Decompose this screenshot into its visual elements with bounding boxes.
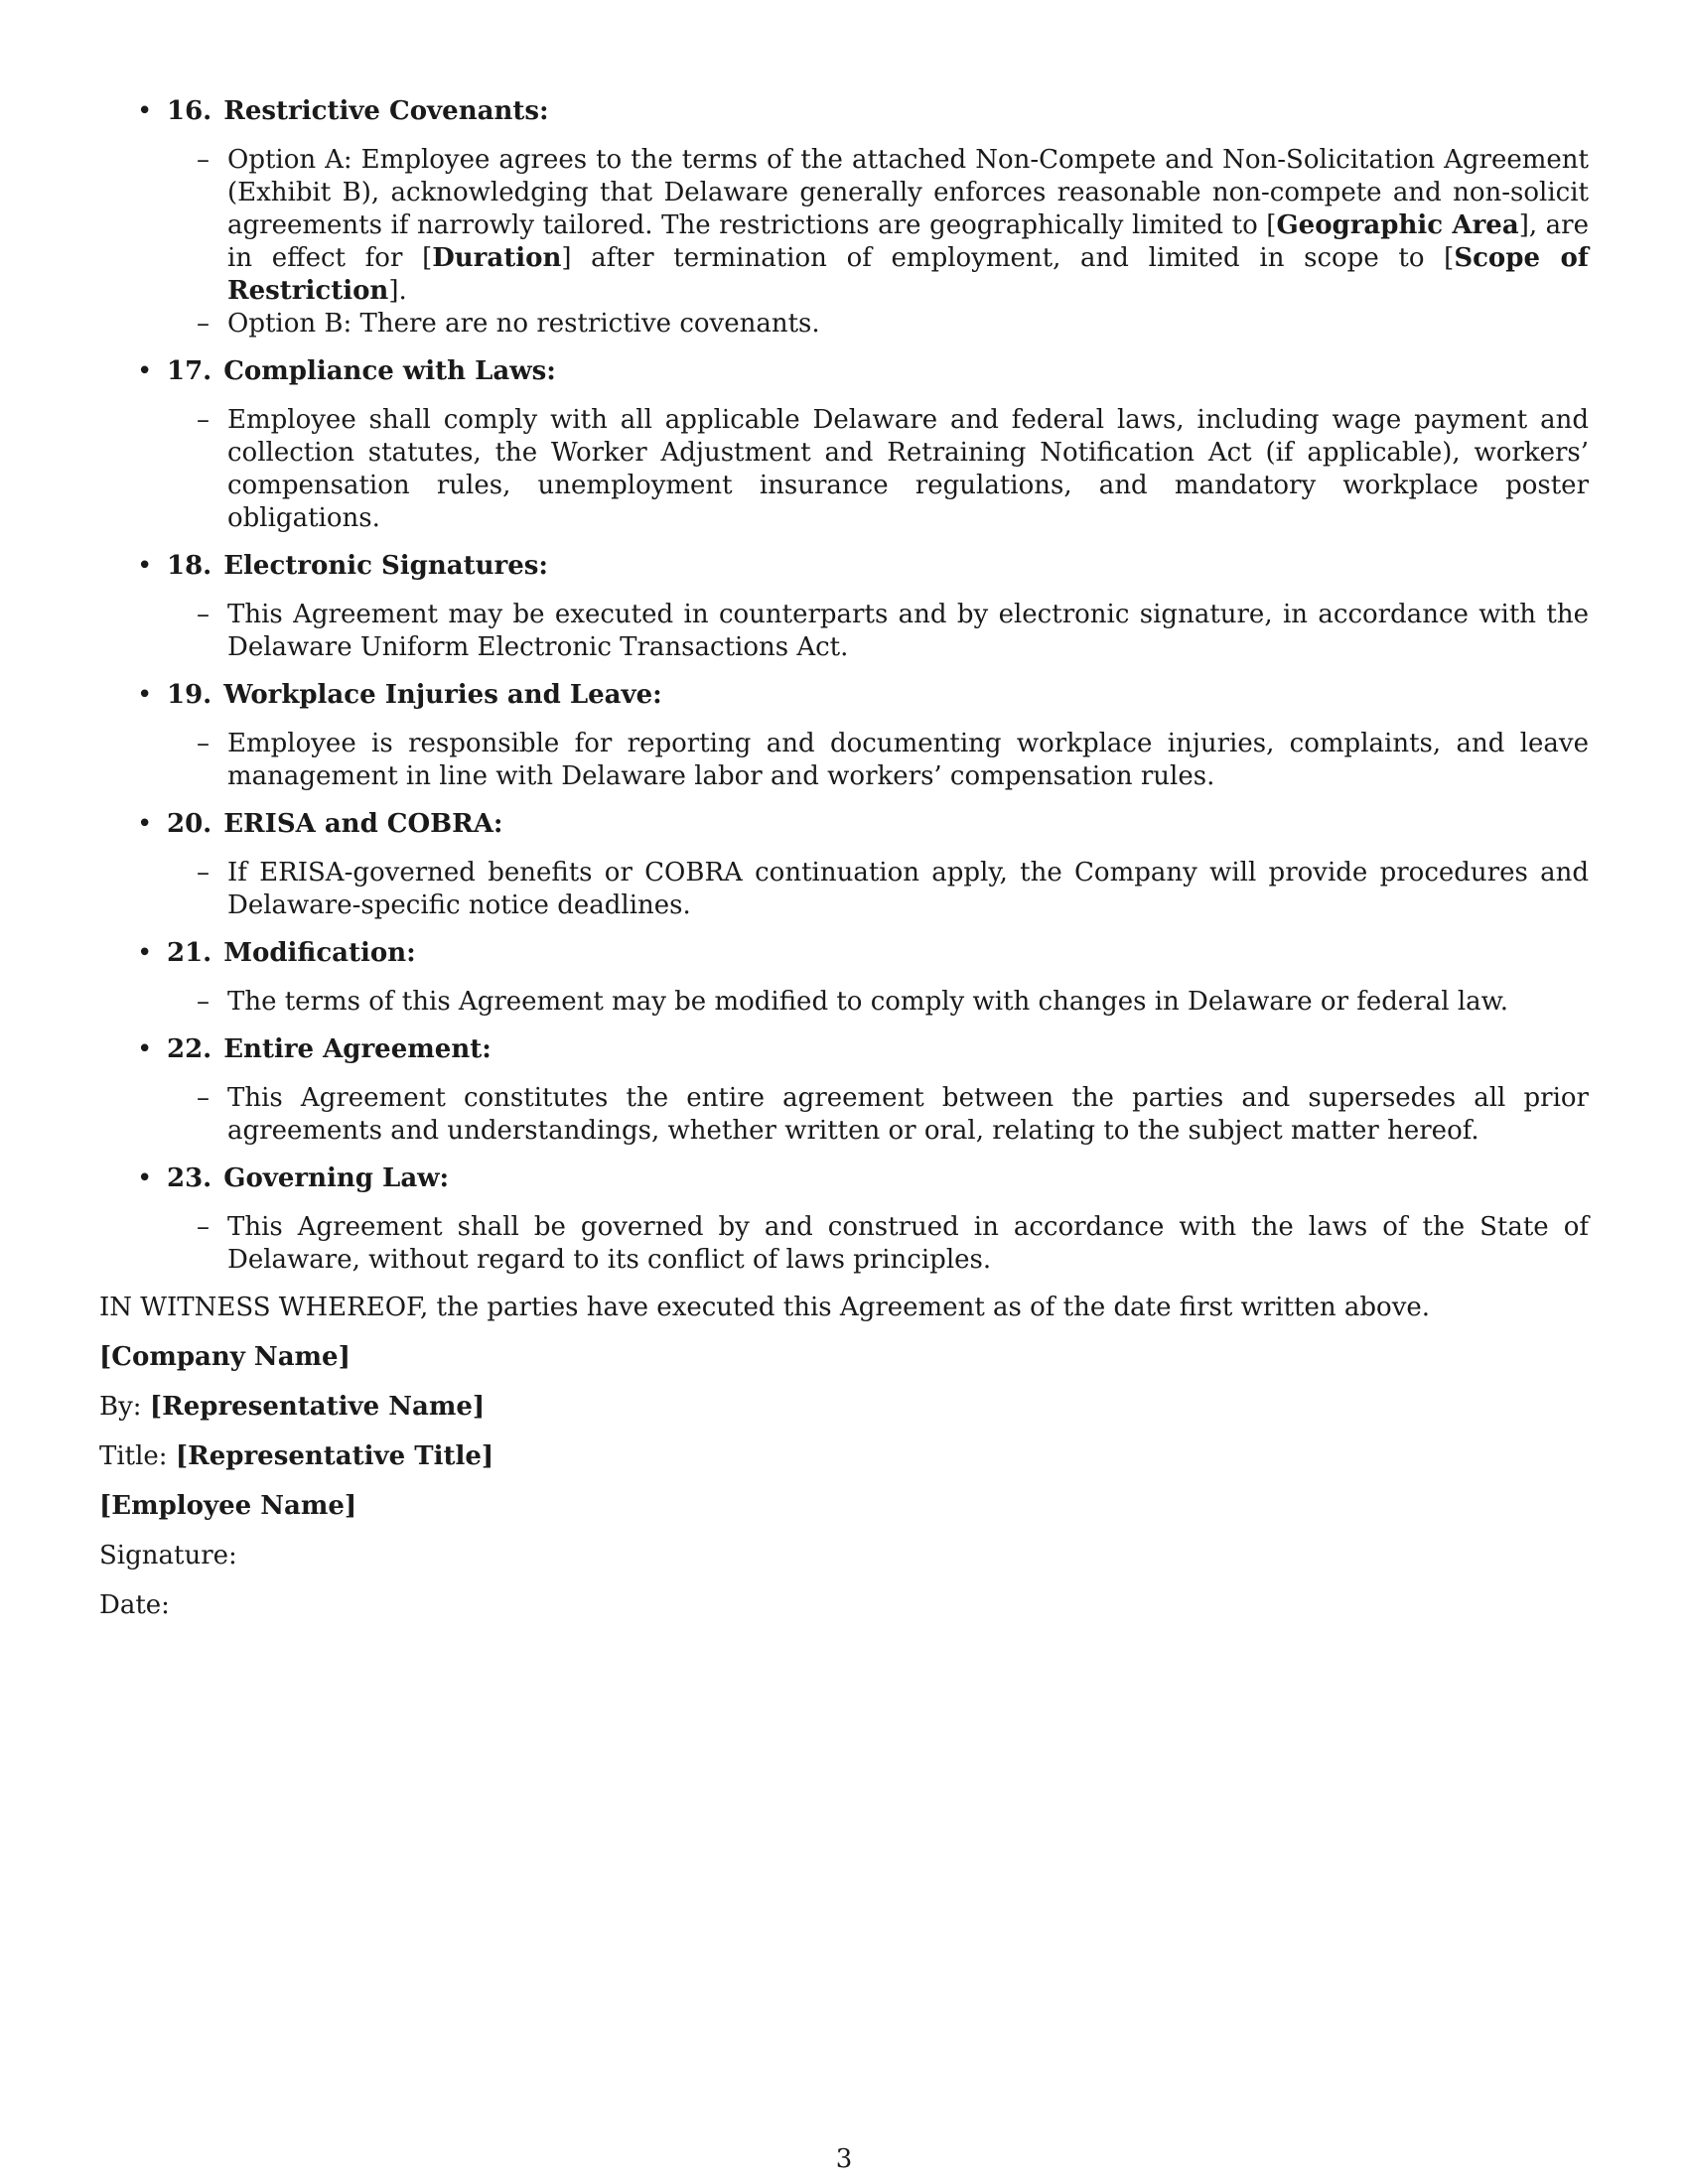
clause-item — [167, 1082, 1589, 1148]
section-number: 22. — [167, 1034, 212, 1064]
section-title: Entire Agreement: — [223, 1034, 492, 1064]
clause-text: This Agreement may be executed in counterparts and by electronic signature, in accordance with the Delaware Uniform Electronic Transactions Act. — [227, 600, 1589, 662]
clause-item — [167, 599, 1589, 664]
clause-item — [167, 1211, 1589, 1277]
section-item — [99, 1162, 1589, 1277]
clause-list — [167, 1082, 1589, 1148]
bullet-icon: • — [137, 1163, 153, 1193]
company-name-line — [99, 1341, 1589, 1374]
clause-list — [167, 986, 1589, 1019]
clause-item — [167, 857, 1589, 922]
section-number: 17. — [167, 356, 212, 386]
clause-text: Employee shall comply with all applicable Delaware and federal laws, including wage payment and collection statutes, the Worker Adjustment and Retraining Notification Act (if applicable), workers’ compensation rules, unemployment insurance regulations, and mandatory workplace poster obligations. — [227, 405, 1589, 533]
section-item — [99, 95, 1589, 341]
signature-line — [99, 1540, 1589, 1572]
clause-text: ] after termination of employment, and limited in scope to [ — [561, 243, 1455, 273]
section-title: Workplace Injuries and Leave: — [223, 680, 662, 710]
clause-text: This Agreement shall be governed by and construed in accordance with the laws of the State of Delaware, without regard to its conflict of laws principles. — [227, 1212, 1589, 1275]
clause-list — [167, 1211, 1589, 1277]
clause-list — [167, 599, 1589, 664]
section-item — [99, 550, 1589, 664]
placeholder-field: Duration — [432, 243, 562, 273]
clause-list — [167, 728, 1589, 793]
date-label: Date: — [99, 1590, 170, 1620]
witness-statement: IN WITNESS WHEREOF, the parties have executed this Agreement as of the date first written above. — [99, 1293, 1431, 1322]
bullet-icon: • — [137, 680, 153, 710]
clause-item — [167, 728, 1589, 793]
section-title: Modification: — [223, 938, 416, 968]
clause-text: If ERISA-governed benefits or COBRA continuation apply, the Company will provide procedures and Delaware-specific notice deadlines. — [227, 858, 1589, 920]
section-number: 19. — [167, 680, 212, 710]
section-heading — [167, 937, 1589, 970]
company-name: [Company Name] — [99, 1342, 351, 1372]
bullet-icon: • — [137, 1034, 153, 1064]
dash-icon: – — [197, 858, 210, 887]
employee-name-line — [99, 1490, 1589, 1523]
section-item — [99, 808, 1589, 922]
clause-item — [167, 404, 1589, 535]
clause-text: Option A: Employee agrees to the terms of the attached Non-Compete and Non-Solicitation Agreement (Exhibit B), acknowledging that Delaware generally enforces reasonable non-compete and non-solicit agreements if narrowly tailored. The restrictions are geographically limited to [ — [227, 145, 1589, 240]
clause-item — [167, 308, 1589, 341]
dash-icon: – — [197, 1212, 210, 1242]
section-heading — [167, 1162, 1589, 1195]
section-title: Electronic Signatures: — [223, 551, 548, 581]
section-heading — [167, 1033, 1589, 1066]
section-item — [99, 1033, 1589, 1148]
bullet-icon: • — [137, 96, 153, 126]
dash-icon: – — [197, 600, 210, 629]
section-number: 23. — [167, 1163, 212, 1193]
title-line — [99, 1440, 1589, 1473]
dash-icon: – — [197, 1083, 210, 1113]
date-line — [99, 1589, 1589, 1622]
section-number: 20. — [167, 809, 212, 839]
clause-list — [167, 144, 1589, 341]
bullet-icon: • — [137, 551, 153, 581]
clause-text: The terms of this Agreement may be modified to comply with changes in Delaware or federal law. — [227, 987, 1509, 1017]
clause-item — [167, 144, 1589, 308]
clause-text: Option B: There are no restrictive covenants. — [227, 309, 820, 339]
section-title: Restrictive Covenants: — [223, 96, 549, 126]
section-item — [99, 355, 1589, 535]
employee-name: [Employee Name] — [99, 1491, 357, 1521]
section-heading — [167, 355, 1589, 388]
section-number: 16. — [167, 96, 212, 126]
by-label: By: — [99, 1392, 142, 1422]
clause-list — [167, 404, 1589, 535]
dash-icon: – — [197, 309, 210, 339]
dash-icon: – — [197, 145, 210, 175]
section-title: ERISA and COBRA: — [223, 809, 503, 839]
bullet-icon: • — [137, 809, 153, 839]
clause-text: This Agreement constitutes the entire agreement between the parties and supersedes all prior agreements and understandings, whether written or oral, relating to the subject matter hereof. — [227, 1083, 1589, 1146]
section-title: Compliance with Laws: — [223, 356, 556, 386]
section-heading — [167, 679, 1589, 712]
dash-icon: – — [197, 987, 210, 1017]
section-title: Governing Law: — [223, 1163, 450, 1193]
page-number: 3 — [835, 2144, 853, 2174]
section-heading — [167, 808, 1589, 841]
section-number: 18. — [167, 551, 212, 581]
section-heading — [167, 95, 1589, 128]
document-page — [99, 95, 1589, 1639]
dash-icon: – — [197, 405, 210, 435]
representative-title: [Representative Title] — [175, 1441, 494, 1471]
placeholder-field: Scope of Restriction — [227, 243, 1589, 306]
section-heading — [167, 550, 1589, 583]
bullet-icon: • — [137, 938, 153, 968]
placeholder-field: Geographic Area — [1276, 210, 1519, 240]
representative-name: [Representative Name] — [149, 1392, 486, 1422]
clause-text: ]. — [388, 276, 407, 306]
dash-icon: – — [197, 729, 210, 758]
title-label: Title: — [99, 1441, 168, 1471]
clause-item — [167, 986, 1589, 1019]
section-number: 21. — [167, 938, 212, 968]
by-line — [99, 1391, 1589, 1424]
clause-text: Employee is responsible for reporting and documenting workplace injuries, complaints, and leave management in line with Delaware labor and workers’ compensation rules. — [227, 729, 1589, 791]
signature-label: Signature: — [99, 1541, 237, 1570]
bullet-icon: • — [137, 356, 153, 386]
clause-text: ], are in effect for [ — [227, 210, 1590, 273]
section-item — [99, 679, 1589, 793]
section-item — [99, 937, 1589, 1019]
sections-list — [99, 95, 1589, 1277]
clause-list — [167, 857, 1589, 922]
